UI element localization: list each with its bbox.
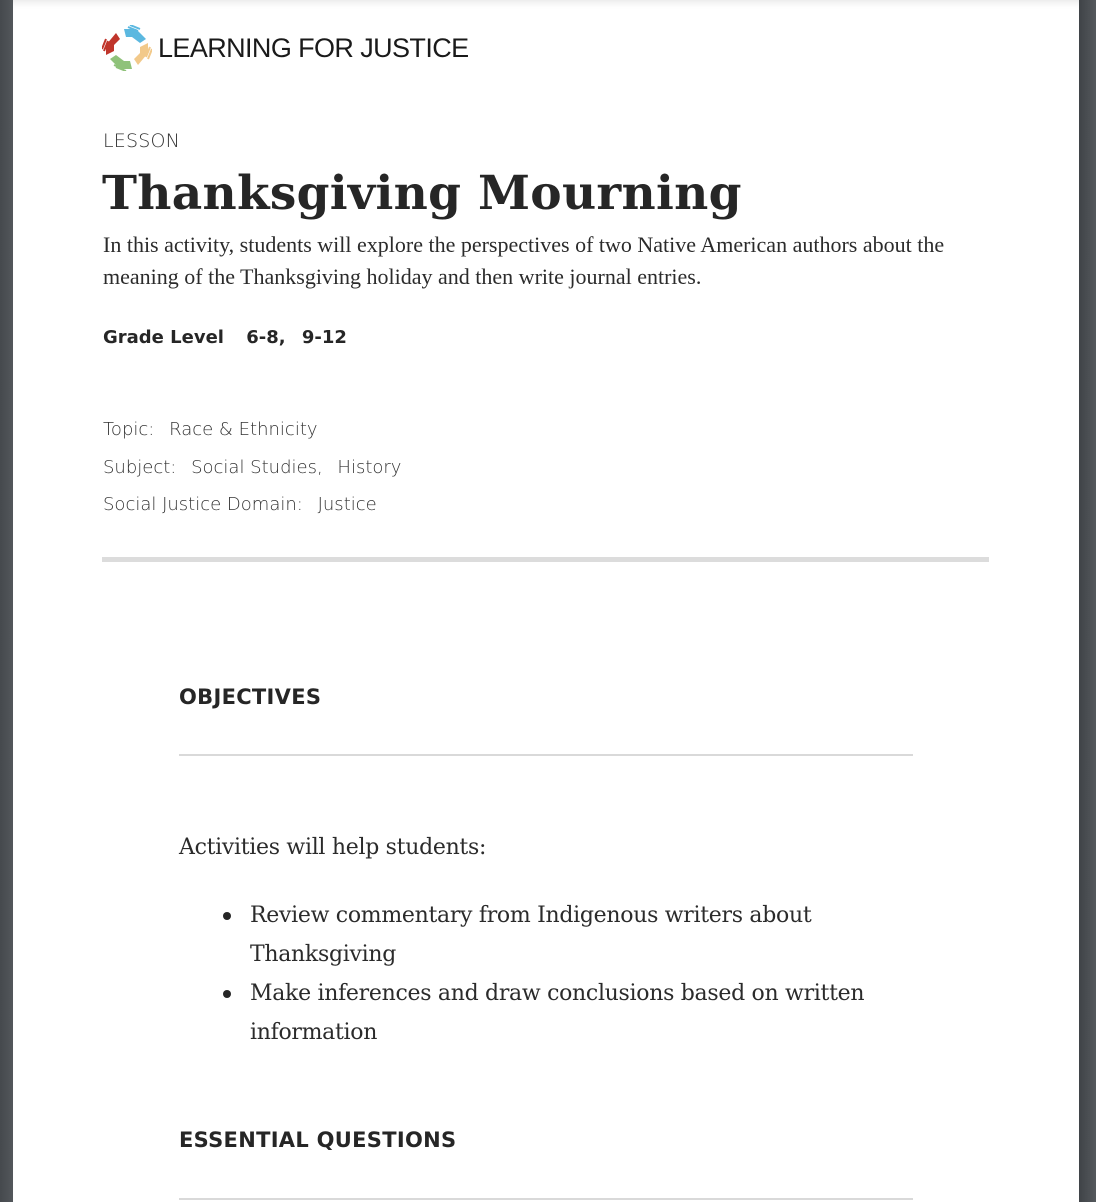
lesson-metadata (103, 415, 401, 528)
brand-name: LEARNING FOR JUSTICE (158, 32, 469, 63)
meta-key: Topic: (103, 419, 155, 440)
meta-value-link[interactable]: Social Studies, (191, 456, 323, 478)
essential-questions-divider (179, 1198, 913, 1200)
page-title: Thanksgiving Mourning (102, 166, 742, 221)
list-item (250, 896, 925, 974)
bullet-icon (223, 912, 231, 920)
bullet-icon (223, 990, 231, 998)
grade-level-value[interactable]: 9-12 (301, 327, 347, 348)
meta-value-link[interactable]: Race & Ethnicity (169, 419, 318, 440)
grade-level-label: Grade Level (103, 327, 224, 348)
meta-subject (103, 453, 401, 491)
meta-value-link[interactable]: History (337, 456, 402, 478)
viewer-right-gutter (1079, 0, 1096, 1202)
objectives-intro: Activities will help students: (179, 835, 487, 860)
document-page (13, 0, 1079, 1202)
grade-level (103, 327, 347, 348)
four-hands-circle-logo-icon (102, 25, 152, 71)
meta-social-justice-domain (103, 490, 401, 528)
objectives-heading: OBJECTIVES (179, 685, 322, 709)
header-divider (102, 557, 989, 562)
essential-questions-heading: ESSENTIAL QUESTIONS (179, 1128, 457, 1152)
lesson-summary: In this activity, students will explore the perspectives of two Native American authors about the meaning of the Thanksgiving holiday and then write journal entries. (103, 232, 945, 289)
meta-value-link[interactable]: Justice (317, 494, 377, 515)
meta-key: Subject: (103, 456, 177, 478)
content-type-label: LESSON (103, 130, 181, 152)
grade-level-value[interactable]: 6-8, (246, 327, 286, 348)
objectives-divider (179, 754, 913, 756)
meta-key: Social Justice Domain: (103, 494, 303, 515)
list-item-text: Review commentary from Indigenous writers about Thanksgiving (250, 903, 812, 967)
brand-logo[interactable] (102, 25, 469, 71)
meta-topic (103, 415, 401, 453)
list-item (250, 974, 925, 1052)
list-item-text: Make inferences and draw conclusions based on written information (250, 981, 865, 1045)
objectives-list (250, 896, 925, 1052)
